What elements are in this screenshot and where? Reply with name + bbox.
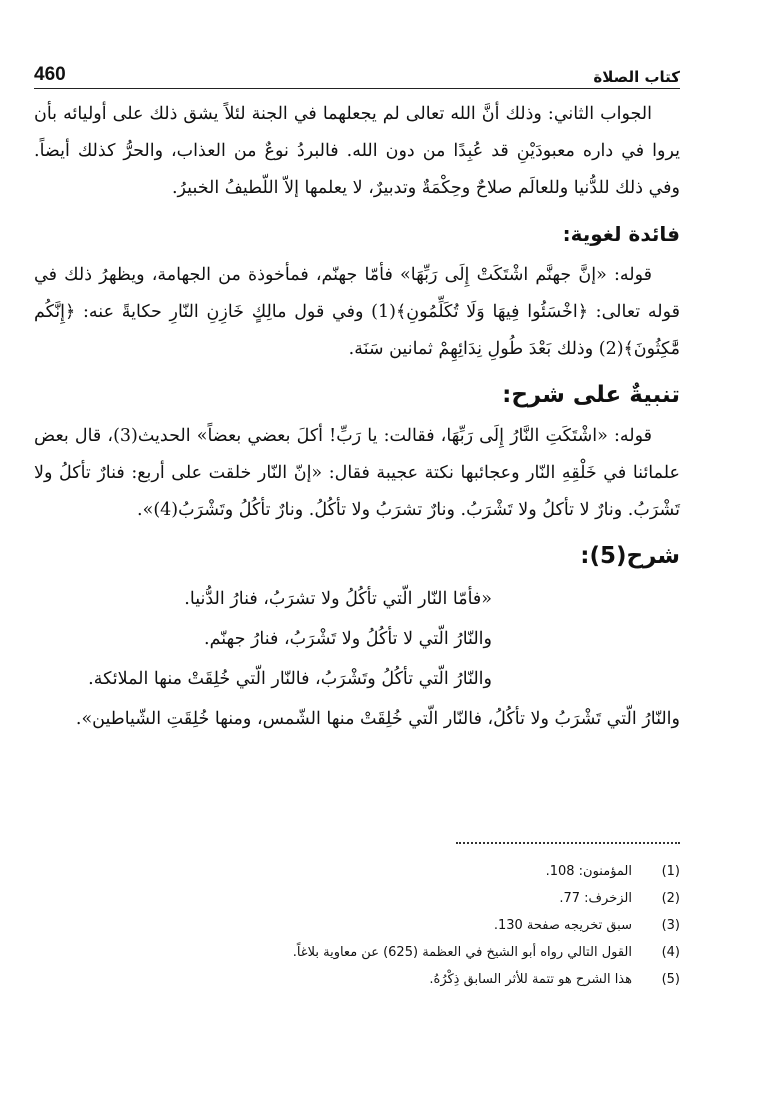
footnote-item	[34, 966, 680, 993]
footnote-item	[34, 939, 680, 966]
fire-line-1: «فأمّا النّار الّتي تأكُلُ ولا تشرَبُ، فنارُ الدُّنيا.	[184, 589, 492, 609]
footnote-number: (4)	[661, 945, 680, 960]
main-text	[34, 96, 680, 739]
page-number: 460	[34, 64, 66, 85]
heading-commentary-note: تنبيةٌ على شرح:	[502, 382, 680, 408]
paragraph-second-answer: الجواب الثاني: وذلك أنَّ الله تعالى لم يجعلهما في الجنة لئلاً يشق ذلك على أوليائه بأن يروا في داره معبودَيْنِ قد عُبِدًا من دون الله. فالبردُ نوعٌ من العذاب، والحرُّ كذلك أيضاً. وفي ذلك للدُّنيا وللعالَم صلاحٌ وحِكْمَةٌ وتدبيرٌ، لا يعلمها إلاّ اللّطيفُ الخبيرُ.	[34, 104, 680, 198]
fire-line-4: والنّارُ الّتي تَشْرَبُ ولا تأكُلُ، فالنّار الّتي خُلِقَتْ منها الشّمس، ومنها خُلِقَتِ الشّياطين».	[75, 709, 680, 729]
footnote-number: (5)	[661, 972, 680, 987]
footnote-text: المؤمنون: 108.	[545, 864, 632, 879]
header-rule	[34, 88, 680, 89]
heading-linguistic-note: فائدة لغوية:	[562, 222, 680, 246]
footnote-number: (3)	[661, 918, 680, 933]
footnote-number: (2)	[661, 891, 680, 906]
footnote-number: (1)	[661, 864, 680, 879]
footnotes	[34, 858, 680, 993]
fire-line-3: والنّارُ الّتي تأكُلُ وتَشْرَبُ، فالنّار الّتي خُلِقَتْ منها الملائكة.	[88, 669, 492, 689]
page-header	[34, 56, 680, 86]
footnote-separator	[456, 842, 680, 844]
footnote-item	[34, 912, 680, 939]
footnote-item	[34, 858, 680, 885]
heading-explanation: شرح(5):	[580, 543, 680, 569]
footnote-text: القول التالي رواه أبو الشيخ في العظمة (625) عن معاوية بلاغاً.	[292, 945, 632, 960]
footnote-text: هذا الشرح هو تتمة للأثر السابق ذِكْرُهُ.	[429, 972, 632, 987]
footnote-text: الزخرف: 77.	[559, 891, 632, 906]
paragraph-commentary-note: قوله: «اشْتَكَتِ النَّارُ إِلَى رَبِّهَا، فقالت: يا رَبِّ! أكلَ بعضي بعضاً» الحديث(3)، قال بعض علمائنا في خَلْقِهِ النّار وعجائبها نكتة عجيبة فقال: «إنّ النّار خلقت على أربع: فنارٌ تأكلُ ولا تَشْرَبُ. ونارٌ لا تأكلُ ولا تَشْرَبُ. ونارٌ تشرَبُ ولا تأكُلُ. ونارٌ تأكُلُ وتَشْرَبُ(4)».	[34, 426, 680, 520]
running-title: كتاب الصلاة	[593, 68, 680, 86]
footnote-item	[34, 885, 680, 912]
footnote-text: سبق تخريجه صفحة 130.	[493, 918, 632, 933]
paragraph-linguistic-note: قوله: «إنَّ جهنَّم اشْتَكَتْ إِلَى رَبِّهَا» فأمّا جهنّم، فمأخوذة من الجهامة، ويظهرُ ذلك في قوله تعالى: ﴿اخْسَئُوا فِيهَا وَلَا تُكَلِّمُونِ﴾(1) وفي قول مالِكٍ خَازِنِ النّارِ حكايةً عنه: ﴿إِنَّكُم مَّٰكِثُونَ﴾(2) وذلك بَعْدَ طُولِ نِدَائِهِمْ ثمانين سَنَة.	[34, 265, 680, 359]
fire-line-2: والنّارُ الّتي لا تأكُلُ ولا تَشْرَبُ، فنارُ جهنّم.	[204, 629, 492, 649]
